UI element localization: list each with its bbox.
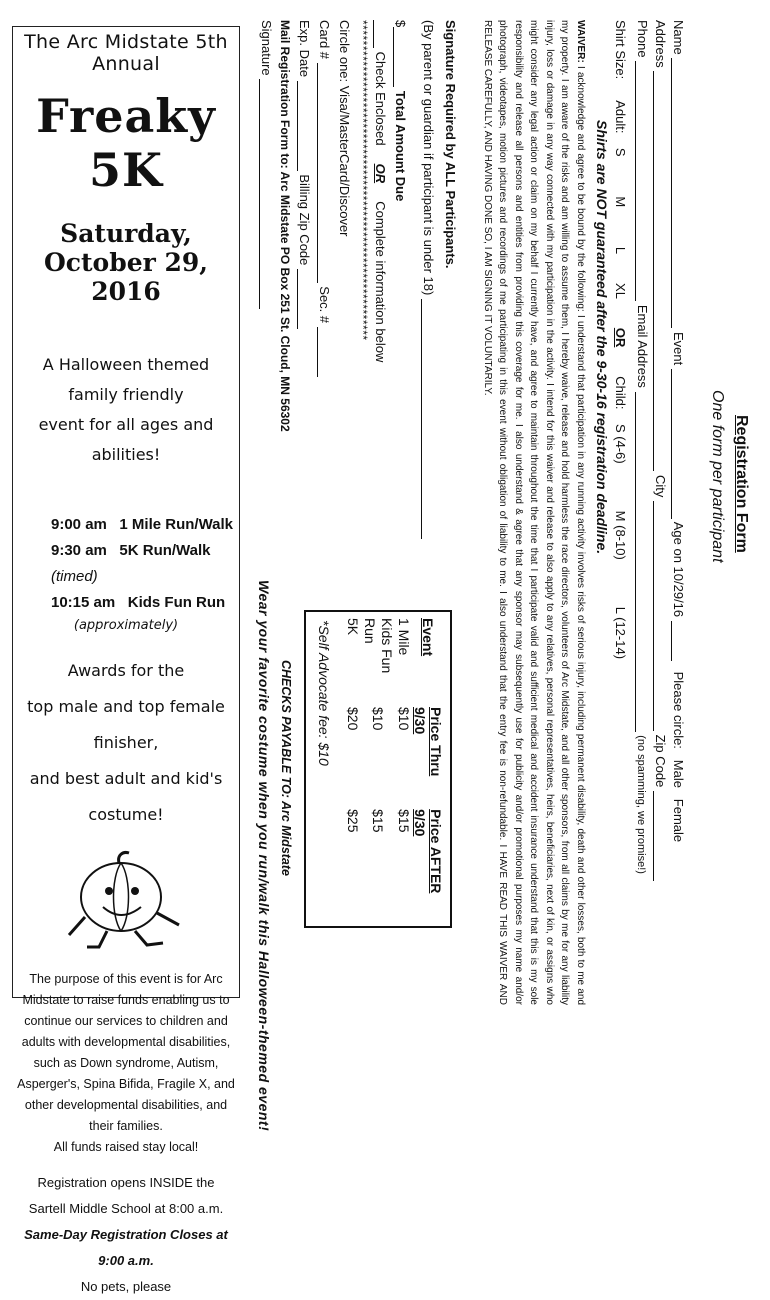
schedule-time: 9:00 am — [51, 516, 107, 533]
price-header: Event — [420, 618, 436, 657]
checks-payable — [276, 660, 296, 876]
name-row — [671, 20, 686, 842]
event-label: Event — [671, 331, 686, 366]
phone-row — [635, 20, 650, 874]
shirt-label: Shirt Size: — [613, 20, 628, 80]
payment-or: OR — [373, 163, 388, 184]
city-field[interactable] — [653, 501, 666, 731]
event-date: Saturday, October 29, 2016 — [44, 219, 208, 306]
shirt-row — [613, 20, 628, 659]
schedule-item — [51, 590, 239, 616]
expiry-label: Exp. Date — [297, 20, 312, 78]
expiry-row — [297, 20, 312, 329]
email-field[interactable] — [635, 392, 648, 732]
schedule-item — [51, 512, 239, 538]
gender-female-option[interactable]: Female — [671, 798, 686, 843]
gender-label: Please circle: — [671, 671, 686, 749]
check-enclosed-label: Check Enclosed — [373, 51, 388, 146]
address-row — [653, 20, 668, 881]
waiver-label: WAIVER: — [575, 20, 586, 63]
price-cell: $15 — [370, 809, 387, 833]
event-tagline — [13, 350, 239, 470]
zip-field[interactable] — [653, 791, 666, 881]
price-cell: Kids Fun Run — [362, 618, 395, 674]
no-spam-note: (no spamming, we promise!) — [635, 735, 647, 874]
waiver-text — [480, 20, 589, 1005]
shirt-child-label: Child: — [613, 376, 628, 410]
zip-label: Zip Code — [653, 734, 668, 788]
schedule-event: Kids Fun Run — [127, 594, 226, 611]
event-field[interactable] — [671, 369, 684, 519]
price-table-box — [304, 610, 452, 928]
signature-field[interactable] — [259, 79, 272, 309]
event-name: Freaky 5K — [36, 89, 216, 197]
guardian-row — [421, 20, 436, 539]
price-cell: 1 Mile — [396, 618, 412, 656]
registration-deadline: Same-Day Registration Closes at 9:00 a.m. — [24, 1227, 228, 1268]
price-row — [361, 618, 395, 926]
flyer-title-line: The Arc Midstate 5th Annual — [24, 31, 228, 75]
city-label: City — [653, 474, 668, 498]
shirt-size-option[interactable]: M (8-10) — [613, 510, 628, 560]
total-label: Total Amount Due — [393, 90, 408, 202]
price-header: Price Thru 9/30 — [412, 707, 444, 777]
wear-costume-note: Wear your favorite costume when you run/walk this Halloween-themed event! — [256, 580, 272, 1132]
shirt-size-option[interactable]: S (4-6) — [613, 423, 628, 464]
payment-method-row — [373, 20, 388, 362]
address-field[interactable] — [653, 71, 666, 471]
schedule-approx: (approximately) — [73, 618, 179, 633]
form-heading: Registration Form — [733, 415, 750, 553]
checks-payable-line: CHECKS PAYABLE TO: Arc Midstate — [279, 660, 293, 876]
guardian-signature-field[interactable] — [421, 299, 434, 539]
email-label: Email Address — [635, 304, 650, 388]
schedule-event: 5K Run/Walk — [119, 542, 211, 559]
schedule-item — [51, 538, 239, 590]
awards-line: and best adult and kid's costume! — [29, 769, 223, 824]
price-cell: $20 — [345, 707, 361, 731]
tagline-line: event for all ages and abilities! — [38, 415, 214, 464]
billing-zip-label: Billing Zip Code — [297, 174, 312, 266]
registration-form-rotated — [240, 0, 770, 1132]
purpose-text: The purpose of this event is for Arc Midstate to raise funds enabling us to continue our services to children and adults with developmental disabilities, such as Down syndrome, Autism, Asperger's, Spina Bifida, Fragile X, and other developmental disabilities, and their families. — [17, 972, 235, 1133]
price-cell: $10 — [370, 707, 387, 731]
signature-label: Signature — [259, 20, 274, 76]
card-type-row[interactable]: Circle one: Visa/MasterCard/Discover — [337, 20, 352, 237]
shirt-deadline-note: Shirts are NOT guaranteed after the 9-30-16 registration deadline. — [594, 120, 610, 555]
schedule-event: 1 Mile Run/Walk — [119, 516, 234, 533]
address-label: Address — [653, 20, 668, 68]
funds-local: All funds raised stay local! — [53, 1140, 199, 1154]
price-row — [344, 618, 361, 926]
no-pets-note: No pets, please — [80, 1279, 172, 1294]
card-number-label: Card # — [317, 20, 332, 60]
name-label: Name — [671, 20, 686, 55]
shirt-adult-label: Adult: — [613, 100, 628, 134]
security-code-field[interactable] — [317, 327, 330, 377]
billing-zip-field[interactable] — [297, 269, 310, 329]
total-row — [393, 20, 408, 201]
registration-line: Registration opens INSIDE the — [37, 1175, 215, 1190]
awards-text — [13, 653, 239, 833]
schedule-time: 10:15 am — [51, 594, 116, 611]
event-schedule — [13, 512, 239, 616]
age-label: Age on 10/29/16 — [671, 521, 686, 618]
price-header: Price AFTER 9/30 — [412, 809, 444, 894]
gender-male-option[interactable]: Male — [671, 759, 686, 788]
form-subheading: One form per participant — [709, 390, 726, 563]
phone-label: Phone — [635, 20, 650, 58]
awards-line: top male and top female finisher, — [27, 697, 225, 752]
shirt-size-option[interactable]: L — [613, 246, 628, 255]
price-table — [344, 618, 444, 926]
shirt-size-option[interactable]: XL — [613, 283, 628, 299]
security-code-label: Sec. # — [317, 286, 332, 324]
tagline-line: A Halloween themed family friendly — [42, 355, 210, 404]
schedule-time: 9:30 am — [51, 542, 107, 559]
complete-below-label: Complete information below — [373, 201, 388, 363]
stars-divider: ************************************************************** — [356, 20, 370, 341]
waiver-body: I acknowledge and agree to be bound by the following: I understand that participation in any running activity involves risks of serious injury, including permanent disability, death and other losses, both to me and my property. I am aware of the risks and am willing to assume them, I hereby waive, release and hold harmless the race directors, volunteers of Arc Midstate, and all other sponsors, from all claims by me for any liability injury, loss or damage in any way connected with my participation in the activity. I intend for this waiver and release to also apply to any relatives, personal representatives, heirs, beneficiaries, next of kin, or assigns who might consider any legal action or claim on my behalf I currently have, and agree to maintain throughout the time that I participate valid and sufficient medical and accident insurance understand that this is my sole responsibility and release all persons and entities from providing this coverage for me. I also understand & agree that any sponsor may subsequently use for publicity and/or promotional purposes my name and/or photograph, videotapes, motion pictures and recordings of me participating in this event without obligation of liability to me. I also understand that the entry fee is non-refundable. I HAVE READ THIS WAIVER AND RELEASE CAREFULLY, AND HAVING DONE SO, I AM SIGNING IT VOLUNTARILY. — [482, 20, 586, 1006]
age-field[interactable] — [671, 621, 684, 661]
price-cell: $10 — [396, 707, 412, 731]
card-number-field[interactable] — [317, 63, 330, 283]
awards-line: Awards for the — [67, 661, 185, 680]
dollar-sign: $ — [393, 20, 408, 28]
final-signature-row — [259, 20, 274, 309]
pumpkin-mascot-icon — [51, 847, 201, 953]
phone-field[interactable] — [635, 61, 648, 301]
price-cell: 5K — [345, 618, 361, 636]
mail-to-address: Mail Registration Form to: Arc Midstate PO Box 251 St. Cloud, MN 56302 — [278, 20, 292, 432]
shirt-or: OR — [613, 327, 628, 348]
price-cell: $15 — [396, 809, 412, 833]
event-flyer — [12, 26, 240, 1294]
shirt-size-option[interactable]: S — [613, 147, 628, 157]
price-header-row — [412, 618, 444, 926]
guardian-note: (By parent or guardian if participant is under 18) — [421, 20, 436, 296]
registration-form — [254, 20, 754, 1132]
registration-line: Sartell Middle School at 8:00 a.m. — [28, 1201, 224, 1216]
signature-required: Signature Required by ALL Participants. — [443, 20, 458, 269]
schedule-note: (timed) — [51, 568, 98, 585]
registration-info — [13, 1170, 239, 1300]
price-row — [395, 618, 412, 926]
check-enclosed-field[interactable] — [373, 20, 386, 48]
self-advocate-fee: *Self Advocate fee: $10 — [316, 620, 332, 766]
name-field[interactable] — [671, 58, 684, 328]
shirt-size-option[interactable]: L (12-14) — [613, 606, 628, 660]
total-amount-field[interactable] — [393, 27, 406, 87]
price-cell: $25 — [345, 809, 361, 833]
expiry-field[interactable] — [297, 81, 310, 171]
card-number-row — [317, 20, 332, 377]
shirt-size-option[interactable]: M — [613, 196, 628, 208]
